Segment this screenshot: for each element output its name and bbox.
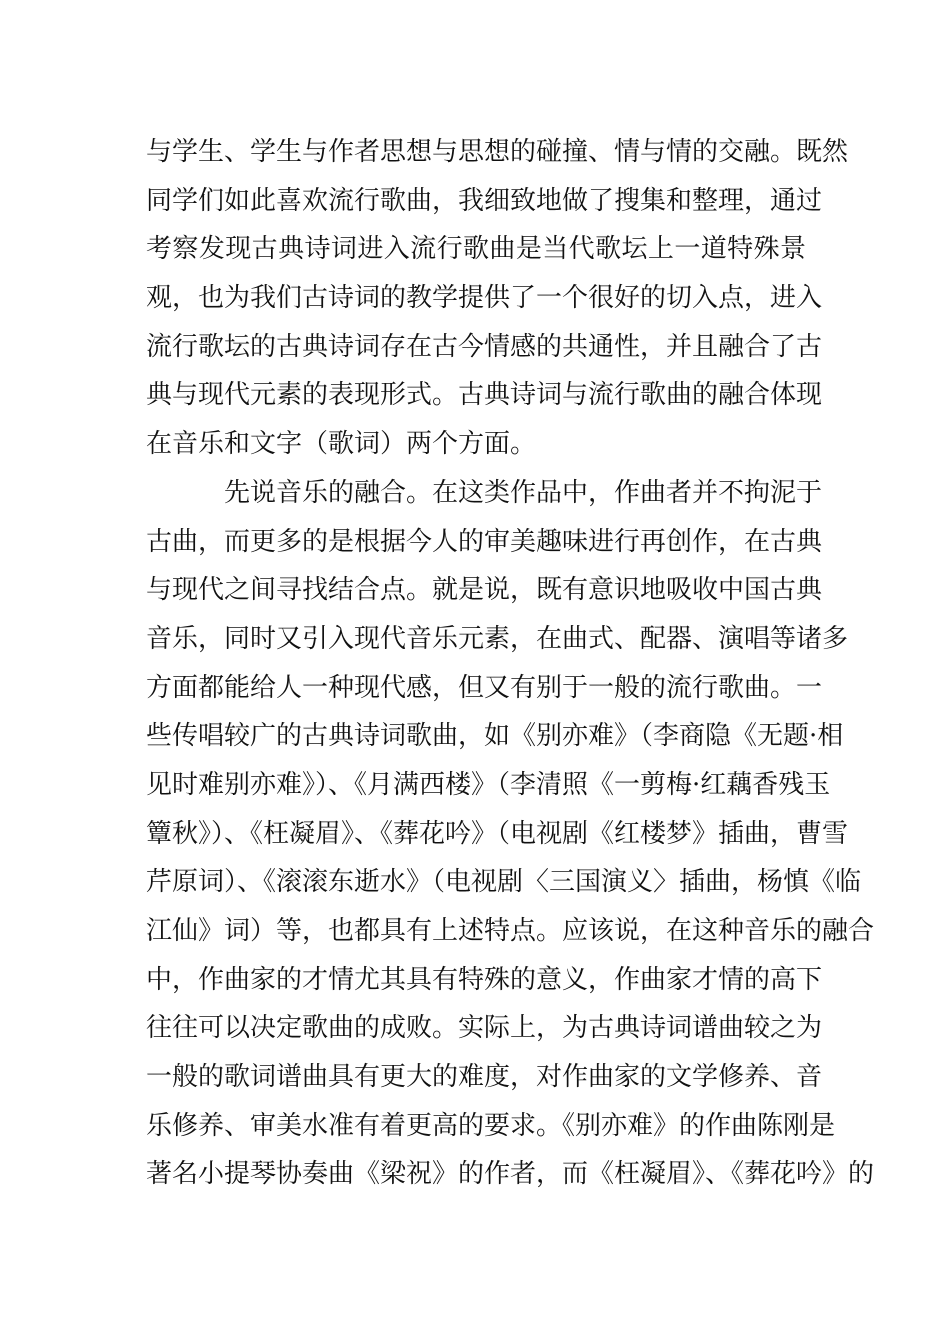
text-line: 观，也为我们古诗词的教学提供了一个很好的切入点，进入 (146, 283, 823, 314)
text-line: 著名小提琴协奏曲《梁祝》的作者，而《枉凝眉》、《葬花吟》的 (146, 1159, 875, 1190)
body-text (146, 128, 875, 1248)
text-line: 中，作曲家的才情尤其具有特殊的意义，作曲家才情的高下 (146, 964, 823, 995)
text-line: 方面都能给人一种现代感，但又有别于一般的流行歌曲。一 (146, 672, 823, 703)
text-line: 与现代之间寻找结合点。就是说，既有意识地吸收中国古典 (146, 575, 823, 606)
text-line: 典与现代元素的表现形式。古典诗词与流行歌曲的融合体现 (146, 380, 823, 411)
text-line: 与学生、学生与作者思想与思想的碰撞、情与情的交融。既然 (146, 137, 849, 167)
paragraph-2 (146, 469, 875, 1248)
text-line: 同学们如此喜欢流行歌曲，我细致地做了搜集和整理，通过 (146, 185, 823, 216)
text-line: 芹原词）、《滚滚东逝水》（电视剧〈三国演义〉插曲，杨慎《临 (146, 867, 862, 898)
text-line: 古曲，而更多的是根据今人的审美趣味进行再创作，在古典 (146, 526, 823, 557)
text-line: 音乐，同时又引入现代音乐元素，在曲式、配器、演唱等诸多 (146, 623, 849, 654)
text-line: 乐修养、审美水准有着更高的要求。《别亦难》的作曲陈刚是 (146, 1110, 836, 1141)
text-line: 簟秋》）、《枉凝眉》、《葬花吟》（电视剧《红楼梦》插曲，曹雪 (146, 818, 849, 849)
text-line: 一般的歌词谱曲具有更大的难度，对作曲家的文学修养、音 (146, 1062, 823, 1093)
text-line: 往往可以决定歌曲的成败。实际上，为古典诗词谱曲较之为 (146, 1013, 823, 1044)
paragraph-1 (146, 128, 849, 469)
text-line: 在音乐和文字（歌词）两个方面。 (146, 429, 537, 460)
text-line: 些传唱较广的古典诗词歌曲，如《别亦难》（李商隐《无题·相 (146, 721, 844, 752)
text-line (146, 1199, 806, 1248)
text-line: 流行歌坛的古典诗词存在古今情感的共通性，并且融合了古 (146, 331, 823, 362)
text-line: 先说音乐的融合。在这类作品中，作曲者并不拘泥于 (224, 477, 823, 508)
text-line: 江仙》词）等，也都具有上述特点。应该说，在这种音乐的融合 (146, 916, 875, 946)
text-line: 考察发现古典诗词进入流行歌曲是当代歌坛上一道特殊景 (146, 234, 806, 265)
text-line: 见时难别亦难》）、《月满西楼》（李清照《一剪梅·红藕香残玉 (146, 769, 831, 800)
